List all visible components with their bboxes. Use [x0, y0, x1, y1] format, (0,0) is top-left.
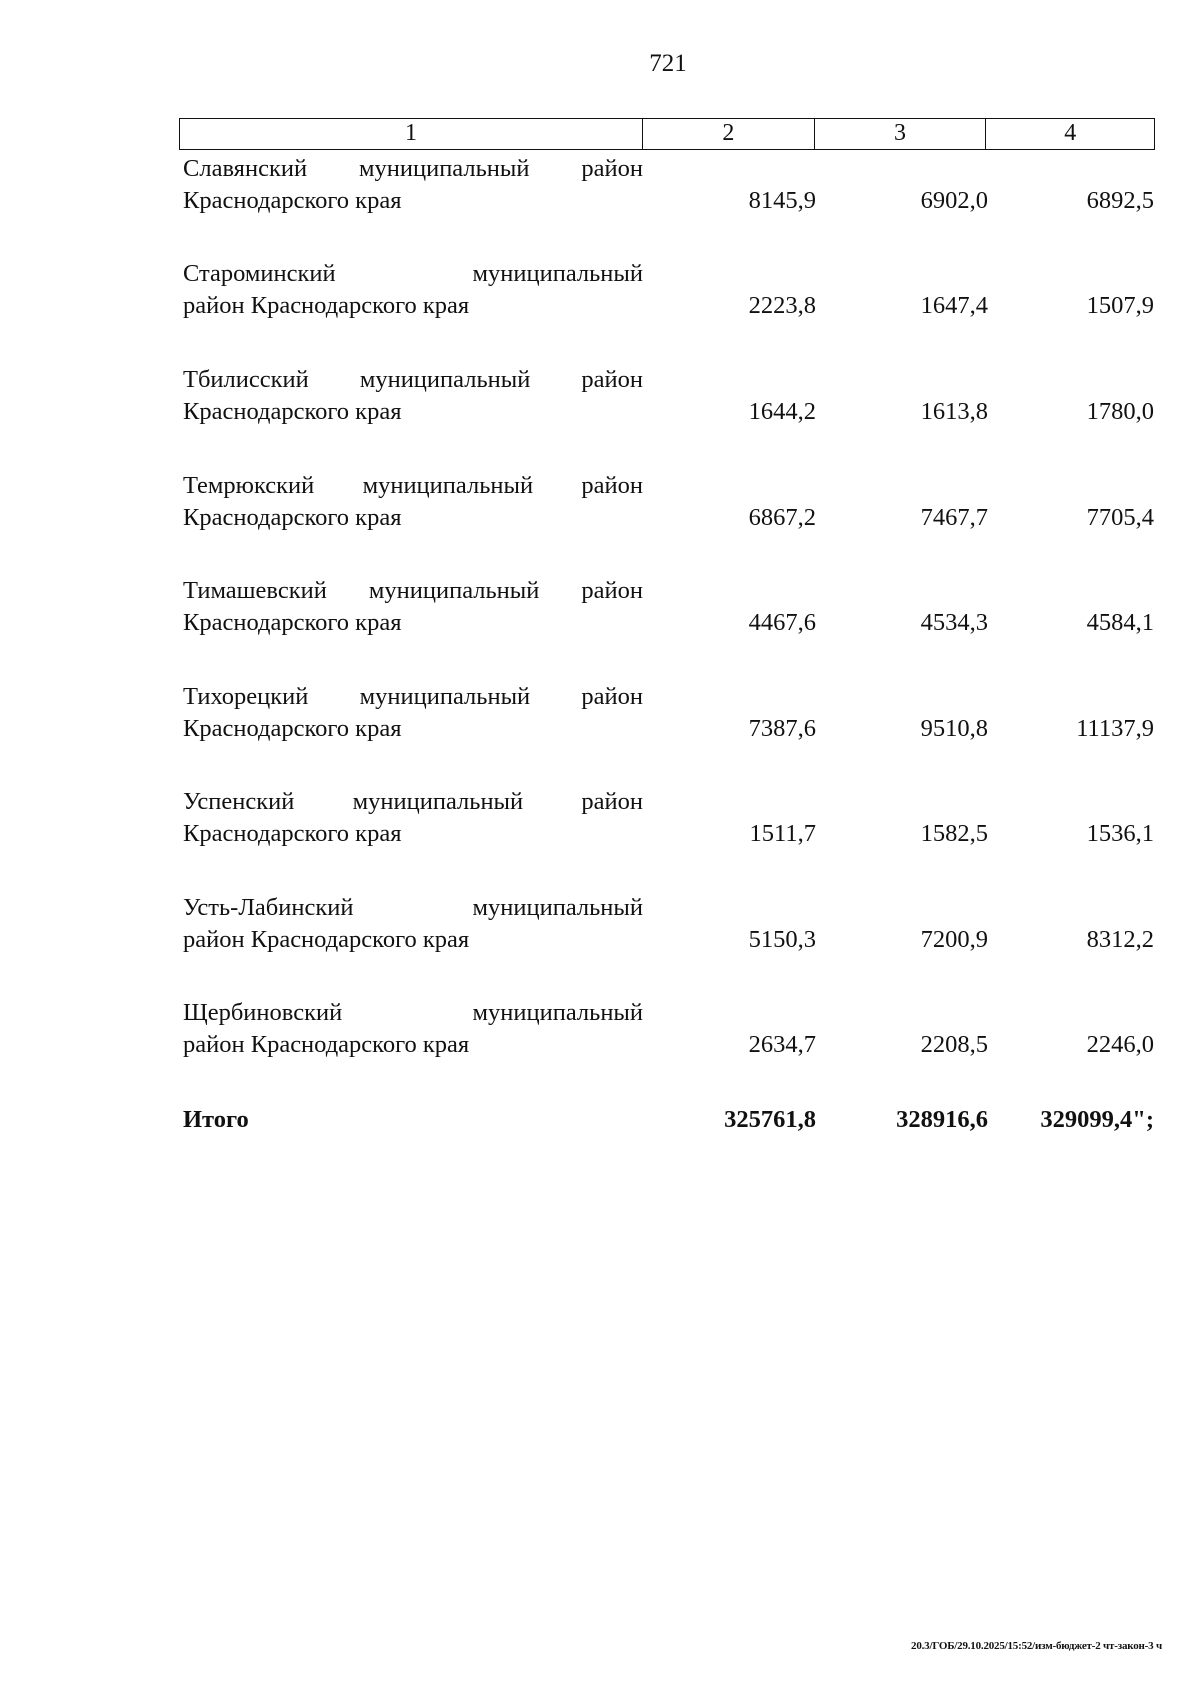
- table-row: [179, 786, 1155, 856]
- row-district-name: [183, 258, 643, 322]
- row-value-col2: 6867,2: [748, 504, 816, 531]
- row-name-line-2: Краснодарского края: [183, 398, 402, 425]
- row-value-col3: 7467,7: [920, 504, 988, 531]
- row-value-col2: 1644,2: [748, 398, 816, 425]
- total-label: Итого: [183, 1106, 249, 1133]
- row-district-name: [183, 997, 643, 1061]
- table-row: [179, 575, 1155, 645]
- row-value-col3: 1647,4: [920, 292, 988, 319]
- row-name-line-1: Тихорецкий муниципальный район: [183, 683, 643, 710]
- row-name-line-2: Краснодарского края: [183, 820, 402, 847]
- row-value-col2: 4467,6: [748, 609, 816, 636]
- row-district-name: [183, 364, 643, 428]
- row-value-col3: 1613,8: [920, 398, 988, 425]
- table-row: [179, 258, 1155, 328]
- row-value-col4: 6892,5: [1086, 187, 1154, 214]
- row-district-name: [183, 786, 643, 850]
- row-name-line-1: Славянский муниципальный район: [183, 155, 643, 182]
- total-value-col3: 328916,6: [896, 1106, 988, 1133]
- row-value-col4: 2246,0: [1086, 1031, 1154, 1058]
- row-name-line-2: район Краснодарского края: [183, 1031, 470, 1058]
- table-header-row: [179, 118, 1155, 150]
- row-district-name: [183, 470, 643, 534]
- table-row: [179, 681, 1155, 751]
- row-name-line-1: Усть-Лабинский муниципальный: [183, 894, 643, 921]
- row-name-line-2: Краснодарского края: [183, 715, 402, 742]
- row-value-col3: 1582,5: [920, 820, 988, 847]
- row-district-name: [183, 575, 643, 639]
- row-value-col4: 4584,1: [1086, 609, 1154, 636]
- row-name-line-2: район Краснодарского края: [183, 292, 470, 319]
- row-value-col4: 7705,4: [1086, 504, 1154, 531]
- row-value-col3: 9510,8: [920, 715, 988, 742]
- header-cell-4: 4: [985, 119, 1154, 149]
- document-footer-code: 20.3/ГОБ/29.10.2025/15:52/изм-бюджет-2 чт-закон-3 ч: [911, 1640, 1162, 1652]
- row-value-col2: 2634,7: [748, 1031, 816, 1058]
- row-value-col2: 7387,6: [748, 715, 816, 742]
- header-cell-2: 2: [642, 119, 814, 149]
- table-row: [179, 153, 1155, 223]
- row-value-col3: 4534,3: [920, 609, 988, 636]
- table-row: [179, 997, 1155, 1067]
- header-cell-3: 3: [814, 119, 986, 149]
- page-number: 721: [649, 50, 687, 77]
- table-row: [179, 364, 1155, 434]
- row-value-col2: 1511,7: [749, 820, 816, 847]
- header-cell-1: 1: [405, 120, 418, 146]
- row-value-col4: 1507,9: [1086, 292, 1154, 319]
- row-name-line-2: район Краснодарского края: [183, 926, 470, 953]
- row-name-line-2: Краснодарского края: [183, 504, 402, 531]
- row-value-col4: 8312,2: [1086, 926, 1154, 953]
- row-name-line-1: Тимашевский муниципальный район: [183, 577, 643, 604]
- row-name-line-2: Краснодарского края: [183, 609, 402, 636]
- row-value-col4: 1536,1: [1086, 820, 1154, 847]
- row-name-line-1: Успенский муниципальный район: [183, 788, 643, 815]
- row-name-line-1: Темрюкский муниципальный район: [183, 472, 643, 499]
- table-row: [179, 470, 1155, 540]
- row-district-name: [183, 892, 643, 956]
- row-value-col4: 11137,9: [1076, 715, 1154, 742]
- row-name-line-1: Щербиновский муниципальный: [183, 999, 643, 1026]
- row-district-name: [183, 681, 643, 745]
- row-name-line-1: Староминский муниципальный: [183, 260, 643, 287]
- table-row: [179, 892, 1155, 962]
- row-value-col3: 2208,5: [920, 1031, 988, 1058]
- row-name-line-2: Краснодарского края: [183, 187, 402, 214]
- row-value-col3: 7200,9: [920, 926, 988, 953]
- total-value-col4: 329099,4";: [1040, 1106, 1154, 1133]
- row-name-line-1: Тбилисский муниципальный район: [183, 366, 643, 393]
- row-district-name: [183, 153, 643, 217]
- total-row: [179, 1102, 1155, 1138]
- row-value-col4: 1780,0: [1086, 398, 1154, 425]
- total-value-col2: 325761,8: [724, 1106, 816, 1133]
- row-value-col2: 5150,3: [748, 926, 816, 953]
- row-value-col3: 6902,0: [920, 187, 988, 214]
- row-value-col2: 2223,8: [748, 292, 816, 319]
- row-value-col2: 8145,9: [748, 187, 816, 214]
